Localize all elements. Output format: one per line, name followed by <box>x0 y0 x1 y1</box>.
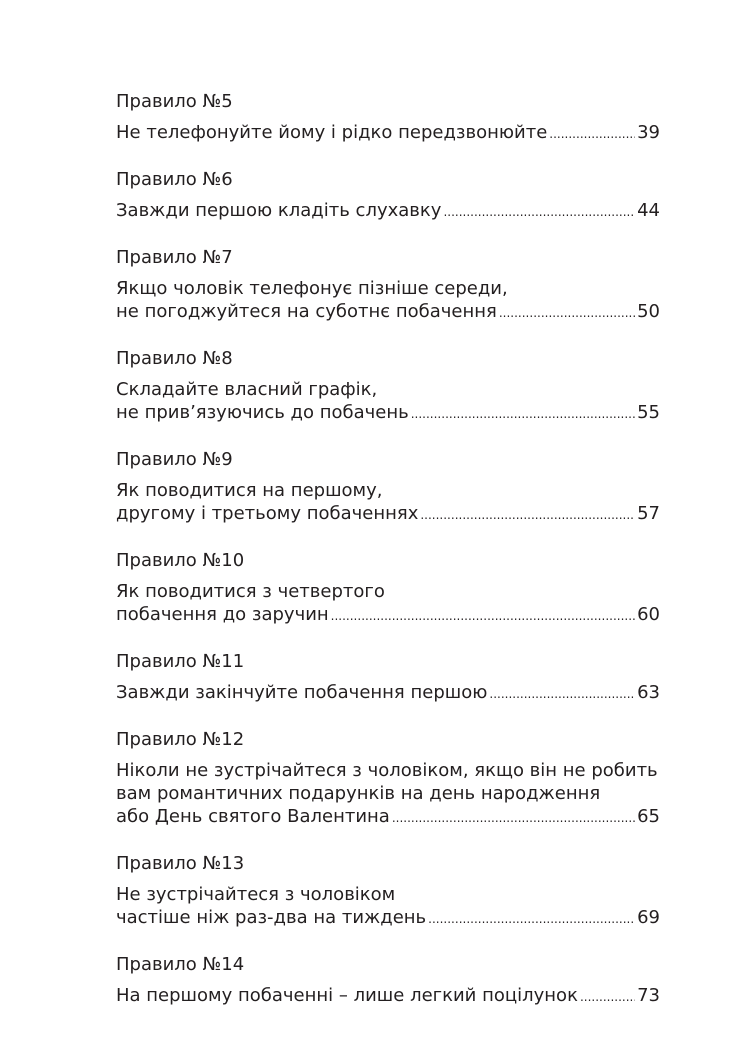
toc-line <box>116 681 660 704</box>
rule-heading: другому і третьому побаченнях <box>116 503 419 524</box>
toc-entry <box>116 850 660 929</box>
dot-leader <box>499 300 635 325</box>
toc-line <box>116 906 660 929</box>
rule-heading-line: Ніколи не зустрічайтеся з чоловіком, якщо він не робить <box>116 760 658 781</box>
rule-title: Правило №8 <box>116 348 233 369</box>
rule-title: Правило №14 <box>116 954 245 975</box>
dot-leader <box>443 199 635 224</box>
rule-title: Правило №12 <box>116 729 245 750</box>
page-number: 57 <box>637 503 660 524</box>
toc-entry <box>116 648 660 704</box>
rule-heading: не прив’язуючись до побачень <box>116 402 409 423</box>
rule-heading: не погоджуйтеся на суботнє побачення <box>116 301 497 322</box>
toc-entry <box>116 88 660 144</box>
dot-leader <box>331 603 635 628</box>
dot-leader <box>392 805 635 830</box>
toc-line <box>116 300 660 323</box>
toc-line <box>116 199 660 222</box>
dot-leader <box>549 121 635 146</box>
page-number: 73 <box>637 985 660 1006</box>
toc-line <box>116 603 660 626</box>
rule-title: Правило №6 <box>116 169 233 190</box>
toc-line <box>116 805 660 828</box>
table-of-contents <box>116 88 660 1029</box>
toc-entry <box>116 726 660 828</box>
toc-entry <box>116 446 660 525</box>
rule-heading: побачення до заручин <box>116 604 329 625</box>
rule-heading: або День святого Валентина <box>116 806 390 827</box>
rule-heading-line: вам романтичних подарунків на день народження <box>116 783 601 804</box>
rule-title: Правило №7 <box>116 247 233 268</box>
rule-heading: Не телефонуйте йому і рідко передзвонюйте <box>116 122 548 143</box>
rule-heading-line: Як поводитися на першому, <box>116 480 383 501</box>
dot-leader <box>428 906 635 931</box>
page-number: 63 <box>637 682 660 703</box>
rule-title: Правило №5 <box>116 91 233 112</box>
rule-heading: частіше ніж раз-два на тиждень <box>116 907 427 928</box>
rule-heading-line: Якщо чоловік телефонує пізніше середи, <box>116 278 508 299</box>
page-number: 65 <box>637 806 660 827</box>
toc-entry <box>116 244 660 323</box>
page-number: 50 <box>637 301 660 322</box>
toc-line <box>116 121 660 144</box>
toc-line <box>116 401 660 424</box>
page-number: 55 <box>637 402 660 423</box>
dot-leader <box>580 984 635 1009</box>
page-number: 39 <box>637 122 660 143</box>
toc-entry <box>116 166 660 222</box>
rule-title: Правило №9 <box>116 449 233 470</box>
page-number: 44 <box>637 200 660 221</box>
dot-leader <box>420 502 635 527</box>
toc-line <box>116 984 660 1007</box>
rule-heading-line: Як поводитися з четвертого <box>116 581 385 602</box>
page-number: 69 <box>637 907 660 928</box>
toc-entry <box>116 547 660 626</box>
rule-heading: Завжди першою кладіть слухавку <box>116 200 442 221</box>
rule-heading: На першому побаченні – лише легкий поцілунок <box>116 985 578 1006</box>
rule-heading: Завжди закінчуйте побачення першою <box>116 682 488 703</box>
rule-title: Правило №11 <box>116 651 245 672</box>
rule-title: Правило №13 <box>116 853 245 874</box>
toc-line <box>116 502 660 525</box>
toc-entry <box>116 951 660 1007</box>
page-number: 60 <box>637 604 660 625</box>
dot-leader <box>411 401 635 426</box>
toc-entry <box>116 345 660 424</box>
rule-heading-line: Складайте власний графік, <box>116 379 378 400</box>
rule-heading-line: Не зустрічайтеся з чоловіком <box>116 884 396 905</box>
rule-title: Правило №10 <box>116 550 245 571</box>
dot-leader <box>489 681 635 706</box>
